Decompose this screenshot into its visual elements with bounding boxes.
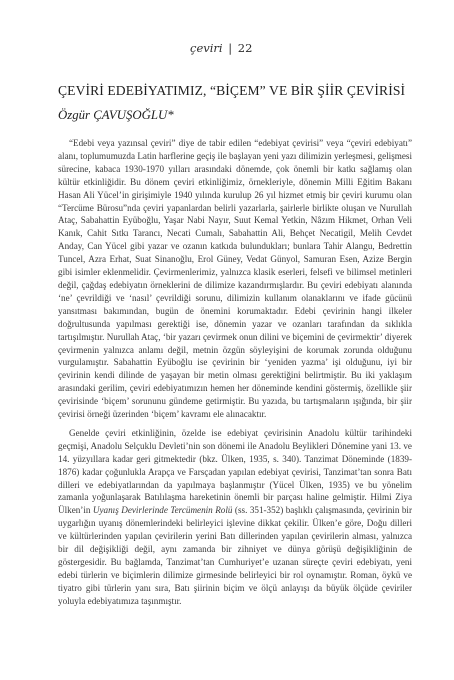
article-author: Özgür ÇAVUŞOĞLU* (58, 108, 174, 122)
article-body (58, 137, 412, 677)
cited-work-title: Uyanış Devirlerinde Tercümenin Rolü (92, 505, 233, 516)
header-separator: | (228, 41, 233, 55)
page-number: 22 (237, 41, 253, 55)
running-header (190, 41, 270, 59)
paragraph-text: (ss. 351-352) başlıklı çalışmasında, çevirinin bir uygarlığın uyanış dönemlerindeki belirleyici işlevine dikkat çekilir. Ülken’e göre, Doğu dilleri ve kültürlerinden yapılan çevirilerin yerini Batı dillerinden yapılan çevirilerin alması, yalnızca bir dil değişikliği değil, aynı zamanda bir zihniyet ve dünya görüşü değişikliğinin de göstergesidir. Bu bağlamda, Tanzimat’tan Cumhuriyet’e uzanan süreçte çeviri edebiyatı, yeni edebi türlerin ve biçimlerin dilimize girmesinde belirleyici bir rol oynamıştır. Roman, öykü ve tiyatro gibi türlerin yanı sıra, Batı şiirinin biçim ve ölçü anlayışı da büyük ölçüde çeviriler yoluyla edebiyatımıza taşınmıştır. (58, 505, 412, 606)
body-paragraph: “Edebi veya yazınsal çeviri” diye de tabir edilen “edebiyat çevirisi” veya “çeviri edebiyatı” alanı, toplumumuzda Latin harflerine geçiş ile başlayan yeni yazı dilimizin yerleşmesi, gelişmesi sürecine, kabaca 1930-1970 yılları arasındaki dönemde, çok önemli bir katkı sağlamış olan kültür etkinliğidir. Bu dönem çeviri etkinliğimiz, örnekleriyle, dönemin Milli Eğitim Bakanı Hasan Ali Yücel’in girişimiyle 1940 yılında kurulup 26 yıl hizmet etmiş bir çeviri kurumu olan “Tercüme Bürosu”nda çeviri yapanlardan belirli yazarlarla, şairlerle birlikte oluşan ve Nurullah Ataç, Sabahattin Eyüboğlu, Yaşar Nabi Nayır, Suut Kemal Yetkin, Nâzım Hikmet, Orhan Veli Kanık, Cahit Sıtkı Tarancı, Necati Cumalı, Sabahattin Ali, Behçet Necatigil, Melih Cevdet Anday, Can Yücel gibi yazar ve ozanın katkıda bulundukları; bunlara Tahir Alangu, Bedrettin Tuncel, Azra Erhat, Suat Sinanoğlu, Erol Güney, Vedat Günyol, Samuran Esen, Azize Bergin gibi isimler eklenmelidir. Çevirmenlerimiz, yalnızca klasik eserleri, felsefi ve bilimsel metinleri değil, çağdaş edebiyatın örneklerini de dilimize kazandırmışlardır. Bu çeviri edebiyatı alanında ‘ne’ çevrildiği ve ‘nasıl’ çevrildiği sorunu, dilimizin kullanım olanaklarını ve ifade gücünü yansıtması bakımından, bugün de önemini korumaktadır. Edebi çevirinin hangi ilkeler doğrultusunda yapılması gerektiği ise, dönemin yazar ve ozanları tarafından da sıklıkla tartışılmıştır. Nurullah Ataç, ‘bir yazarı çevirmek onun dilini ve biçemini de çevirmektir’ diyerek çevirmenin yalnızca anlamı değil, metnin özgün söyleyişini de korumak zorunda olduğunu vurgulamıştır. Sabahattin Eyüboğlu ise çevirinin bir ‘yeniden yazma’ işi olduğunu, iyi bir çevirinin kendi dilinde de yaşayan bir metin olması gerektiğini belirtmiştir. Bu iki yaklaşım arasındaki gerilim, çeviri edebiyatımızın hemen her döneminde kendini göstermiş, özellikle şiir çevirisinde ‘biçem’ sorununu gündeme getirmiştir. Bu yazıda, bu tartışmaların ışığında, bir şiir çevirisi örneği üzerinden ‘biçem’ kavramı ele alınacaktır. (58, 138, 412, 420)
article-title: ÇEVİRİ EDEBİYATIMIZ, “BİÇEM” VE BİR ŞİİR ÇEVİRİSİ (58, 83, 406, 98)
body-paragraph (58, 427, 412, 608)
paragraph-text: Genelde çeviri etkinliğinin, özelde ise edebiyat çevirisinin Anadolu kültür tarihindeki geçmişi, Anadolu Selçuklu Devleti’nin son dönemi ile Anadolu Beylikleri Dönemine yani 13. ve 14. yüzyıllara kadar geri gitmektedir (bkz. Ülken, 1935, s. 340). Tanzimat Döneminde (1839-1876) kadar çoğunlukla Arapça ve Farsçadan yapılan edebiyat çevirisi, Tanzimat’tan sonra Batı dilleri ve edebiyatlarından da yapılmaya başlanmıştır (Yücel Ülken, 1935) ve bu yönelim zamanla yoğunlaşarak Batılılaşma hareketinin önemli bir parçası haline gelmiştir. Hilmi Ziya Ülken’in (58, 427, 412, 516)
journal-name: çeviri (190, 41, 223, 55)
